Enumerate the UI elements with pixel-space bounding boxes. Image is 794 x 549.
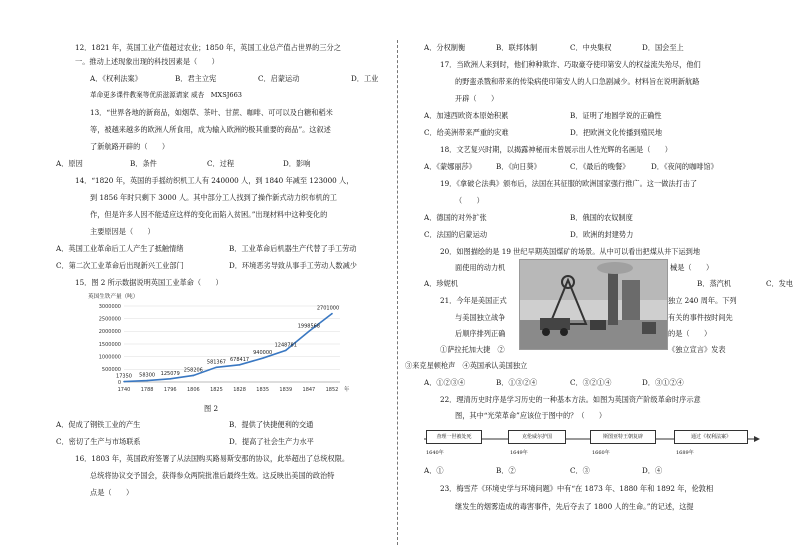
q18-option-c: C．《最后的晚餐》 (570, 162, 630, 171)
q14-stem-line1: 14．“1820 年，英国的手摇纺织机工人有 240000 人，到 1840 年减至 123000 人， (75, 176, 354, 185)
q18-option-b: B．《向日葵》 (496, 162, 541, 171)
q16-stem-line3: 点是（ ） (90, 488, 134, 497)
q18-option-a: A．《蒙娜丽莎》 (424, 162, 476, 171)
q13-option-c: C．过程 (207, 159, 235, 168)
q20-option-a: A．珍妮机 (424, 279, 458, 288)
q16-stem-line1: 16．1803 年，英国政府签署了从法国购买路易斯安那的协议，此举超出了总统权限。 (75, 454, 350, 463)
q17-option-a: A．加速西欧资本原始积累 (424, 111, 509, 120)
q22-option-a: A．① (424, 466, 444, 475)
q12-stem-line3: 革命更多课件教案等优质滋源请家 威杏 MXSJ663 (90, 91, 242, 99)
data-label: 1998568 (297, 323, 321, 330)
q20-option-b: B．蒸汽机 (697, 279, 732, 288)
y-tick-label: 3000000 (98, 303, 121, 310)
q22-option-c: C．③ (570, 466, 590, 475)
q20-option-c: C．发电 (766, 279, 794, 288)
q14-option-d: D．环境恶劣导致从事手工劳动人数减少 (229, 261, 357, 270)
q19-option-b: B．俄国的农奴制度 (570, 213, 633, 222)
x-tick-label: 1839 (279, 387, 293, 393)
y-tick-label: 500000 (101, 367, 121, 374)
q23-stem-line1: 23．梅雪芹《环境史学与环境问题》中有“在 1873 年、1880 年和 1892 年，伦敦相 (440, 484, 714, 493)
q13-option-b: B．条件 (130, 159, 157, 168)
q20-stem-line1: 20．如图描绘的是 19 世纪早期英国煤矿的场景。从中可以看出把煤从井下运到地 (440, 247, 701, 256)
timeline-year-2: 1649年 (510, 450, 528, 456)
q23-stem-line2: 继发生的烟雾造成的毒害事件，先后夺去了 1800 人的生命。”的记述，这提 (455, 502, 694, 511)
timeline-year-4: 1689年 (676, 450, 694, 456)
data-label: 678417 (230, 356, 250, 363)
y-tick-label: 2000000 (98, 329, 121, 336)
x-tick-label: 1788 (140, 387, 154, 393)
q21-option-b: B．①③②④ (496, 378, 538, 387)
y-tick-label: 0 (117, 379, 121, 386)
y-tick-label: 2500000 (98, 316, 121, 323)
timeline-year-1: 1640年 (426, 450, 444, 456)
q17-option-c: C．给美洲带来严重的灾难 (424, 128, 509, 137)
data-point (331, 313, 333, 315)
q21-stem-line2-cont: 有关的事件按时间先 (668, 313, 733, 322)
data-label: 258206 (183, 367, 203, 374)
data-point (169, 378, 171, 380)
data-label: 581367 (206, 359, 226, 366)
data-point (146, 380, 148, 382)
data-point (239, 364, 241, 366)
data-label: 17350 (116, 373, 132, 380)
timeline-box-2: 克伦威尔护国 (508, 430, 566, 444)
q14-option-c: C．第二次工业革命后出现新兴工业部门 (56, 261, 184, 270)
data-label: 2701000 (316, 305, 340, 312)
q15-stem: 15．图 2 所示数据说明英国工业革命（ ） (75, 278, 223, 287)
q14-stem-line2: 到 1856 年时只剩下 3000 人。其中部分工人找到了操作新式动力织布机的工 (90, 193, 337, 202)
q21-stem-line3: 后顺序排列正确 (455, 329, 506, 338)
figure-caption: 图 2 (204, 404, 219, 413)
q13-option-a: A．原因 (56, 159, 83, 168)
q15-option-d: D．提高了社会生产力水平 (229, 437, 314, 446)
q19-option-a: A．德国的对外扩张 (424, 213, 487, 222)
q22-stem-line2: 图，其中“光荣革命”应该位于图中的？（ ） (455, 411, 607, 420)
q21-stem-line3-cont: 的是（ ） (668, 329, 712, 338)
q19-option-c: C．法国的启蒙运动 (424, 230, 488, 239)
x-tick-label: 1852 (325, 387, 339, 393)
q12-option-b: B．君主立宪 (175, 74, 217, 83)
timeline-box-3: 斯图亚特王朝复辟 (590, 430, 656, 444)
q12-stem-line1: 12．1821 年，英国工业产值超过农业；1850 年，英国工业总产值占世界的三分之 (75, 43, 341, 52)
x-tick-label: 1740 (117, 387, 131, 393)
q17-stem-line1: 17．当欧洲人来到时，他们种种欺诈、巧取豪夺使印第安人的权益流失殆尽，他们 (440, 60, 701, 69)
q12-option-a: A．《权利法案》 (90, 74, 142, 83)
q21-event-2-cont: 《独立宣言》发表 (668, 345, 726, 354)
q13-stem-line3: 了新航路开辟的（ ） (90, 142, 170, 151)
q12-stem-line2: 一。推动上述现象出现的科技因素是（ ） (75, 57, 219, 66)
x-tick-label: 1796 (163, 387, 177, 393)
data-label: 125079 (160, 370, 180, 377)
data-point (193, 375, 195, 377)
x-axis-unit: 年 (344, 387, 350, 393)
chart-title: 英国生铁产量（吨） (88, 294, 139, 300)
q16-option-a: A．分权制衡 (424, 43, 466, 52)
q16-option-d: D．国会至上 (642, 43, 684, 52)
data-point (123, 381, 125, 383)
q17-stem-line3: 开辟（ ） (455, 94, 499, 103)
q21-option-d: D．③①②④ (642, 378, 684, 387)
q20-stem-line2-cont: 械是（ ） (670, 263, 714, 272)
q21-option-a: A．①②③④ (424, 378, 466, 387)
data-point (285, 350, 287, 352)
q14-stem-line3: 作，但是许多人因不能适应这样的变化而陷入贫困。”出现材料中这种变化的 (90, 210, 328, 219)
q16-option-c: C．中央集权 (570, 43, 612, 52)
data-point (216, 366, 218, 368)
timeline-box-4: 通过《权利法案》 (674, 430, 748, 444)
y-tick-label: 1500000 (98, 341, 121, 348)
q21-event-3-4: ③来克星顿枪声 ④英国承认美国独立 (405, 361, 528, 370)
q13-stem-line1: 13．“世界各地的新商品，如烟草、茶叶、甘蔗、咖啡、可可以及白糖和稻米 (90, 108, 333, 117)
x-tick-label: 1835 (256, 387, 270, 393)
timeline-year-3: 1660年 (592, 450, 610, 456)
iron-output-line-chart (86, 290, 356, 402)
q18-stem: 18．文艺复兴时期，以揭露神秘而未曾展示出人性光辉的名画是（ ） (440, 145, 672, 154)
q22-stem-line1: 22．理清历史时序是学习历史的一种基本方法。如图为英国资产阶级革命时序示意 (440, 395, 701, 404)
revolution-timeline (422, 425, 762, 463)
q17-option-d: D．把欧洲文化传播到殖民地 (570, 128, 663, 137)
q14-stem-line4: 主要原因是（ ） (90, 227, 155, 236)
q14-option-a: A．英国工业革命后工人产生了抵触情绪 (56, 244, 184, 253)
data-point (262, 357, 264, 359)
x-tick-label: 1847 (302, 387, 316, 393)
q22-option-d: D．④ (642, 466, 663, 475)
coal-mine-illustration (519, 259, 668, 350)
q20-stem-line2: 面使用的动力机 (455, 263, 506, 272)
q22-option-b: B．② (496, 466, 516, 475)
q13-option-d: D．影响 (283, 159, 311, 168)
x-tick-label: 1828 (233, 387, 246, 393)
data-label: 58300 (139, 372, 156, 379)
q21-stem-line1: 21．今年是美国正式 (440, 296, 507, 305)
x-tick-label: 1806 (186, 387, 200, 393)
q17-option-b: B．证明了地圆学说的正确性 (570, 111, 662, 120)
q12-option-d: D．工业 (351, 74, 379, 83)
q19-stem-line1: 19．《拿破仑法典》颁布后，法国在其征服的欧洲国家强行推广。这一做法打击了 (440, 179, 698, 188)
q13-stem-line2: 等，被越来越多的欧洲人所食用，成为输入欧洲的极其重要的商品”。这叙述 (90, 125, 331, 134)
q21-stem-line1-cont: 独立 240 周年。下列 (668, 296, 737, 305)
q15-option-a: A．促成了钢铁工业的产生 (56, 420, 141, 429)
q19-option-d: D．欧洲的封建势力 (570, 230, 634, 239)
data-label: 940000 (253, 350, 273, 357)
q21-stem-line2: 与美国独立战争 (455, 313, 506, 322)
data-point (308, 331, 310, 333)
q21-event-1-2: ①萨拉托加大捷 ② (440, 345, 505, 354)
timeline-box-1: 查理一世被处死 (426, 430, 482, 444)
q18-option-d: D．《夜间的咖啡馆》 (651, 162, 718, 171)
q15-option-b: B．提供了快捷便利的交通 (229, 420, 314, 429)
q16-stem-line2: 总统将协议交予国会，获得参众两院批准后最终生效。这反映出美国的政治特 (90, 471, 335, 480)
q21-option-c: C．③②①④ (570, 378, 612, 387)
q16-option-b: B．联邦体制 (496, 43, 538, 52)
x-tick-label: 1825 (210, 387, 223, 393)
q19-stem-line2: （ ） (455, 196, 484, 205)
q12-option-c: C．启蒙运动 (258, 74, 300, 83)
y-tick-label: 1000000 (98, 354, 121, 361)
q14-option-b: B．工业革命后机器生产代替了手工劳动 (229, 244, 357, 253)
q15-option-c: C．密切了生产与市场联系 (56, 437, 141, 446)
data-label: 1248781 (274, 342, 297, 349)
q17-stem-line2: 的野蛮杀戮和带来的传染病使印第安人的人口急剧减少。材料旨在说明新航路 (455, 77, 700, 86)
column-divider (397, 40, 398, 545)
